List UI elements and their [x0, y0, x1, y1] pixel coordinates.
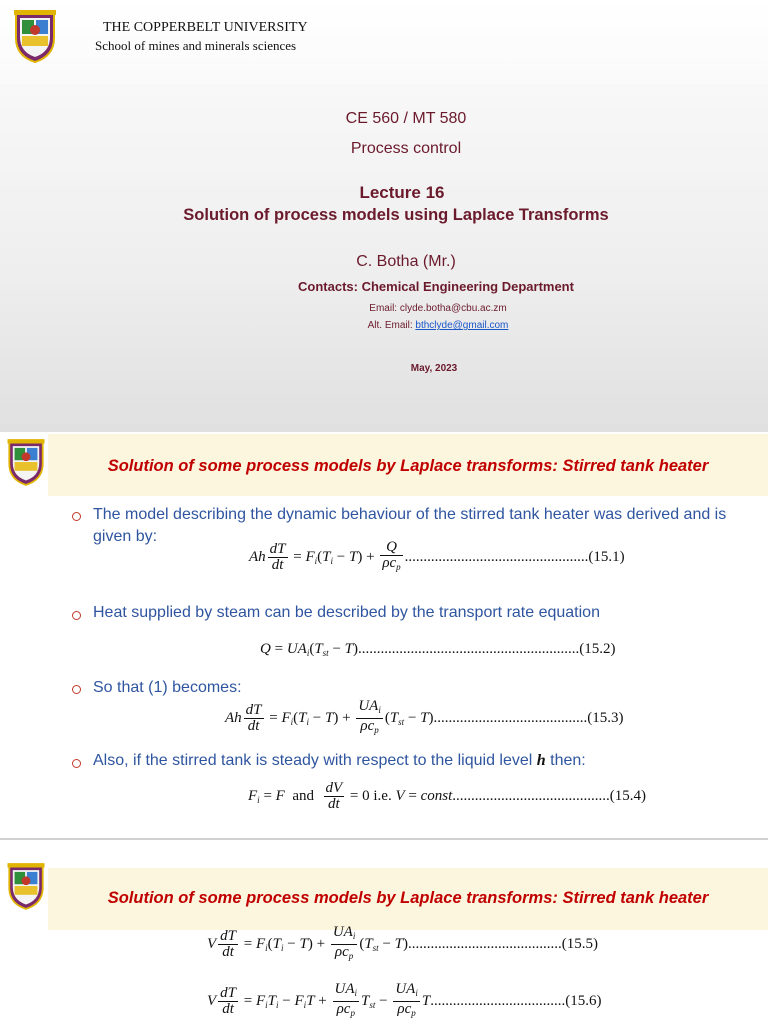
contacts: Contacts: Chemical Engineering Department	[298, 279, 574, 294]
course-code: CE 560 / MT 580	[345, 110, 467, 127]
slide-separator	[0, 838, 768, 840]
eq-label-15-4: (15.4)	[609, 787, 647, 804]
bullet-icon	[72, 759, 81, 768]
slide-title: Solution of some process models by Laplace transforms: Stirred tank heater	[107, 457, 709, 475]
slide-2	[0, 432, 768, 838]
course-name: Process control	[350, 140, 462, 157]
bullet-4-text: Also, if the stirred tank is steady with respect to the liquid level h then:	[93, 752, 586, 769]
author-name: C. Botha (Mr.)	[356, 253, 456, 270]
bullet-2-text: Heat supplied by steam can be described by the transport rate equation	[93, 604, 600, 621]
equation-15-1: Ah $\frac{dT}{dt}$ = $F_i(T_i - T)$ + $\frac{Q}{\rho c_p}$ .................................................(15.1)	[249, 539, 625, 573]
university-crest-icon	[4, 860, 48, 912]
equation-15-3: Ah $\frac{dT}{dt}$ = $F_i(T_i - T)$ + $\frac{UA_i}{\rho c_p}$ $(T_{st} - T).........................................(15.3)$	[225, 698, 624, 735]
bullet-icon	[72, 685, 81, 694]
alt-email-label: Alt. Email:	[367, 320, 416, 331]
equation-15-2: $Q = UA_i(T_{st} - T)...........................................................(15.2)$	[260, 641, 616, 658]
equation-15-5: V $\frac{dT}{dt}$ = $F_i(T_i - T)$ + $\frac{UA_i}{\rho c_p}$ $(T_{st} - T).........................................(15.5)$	[207, 924, 598, 961]
alt-email-line	[0, 320, 768, 331]
equation-15-4: $F_i = F$ and $\frac{dV}{dt}$ = 0 i.e. V = const..........................................(15.4)	[248, 780, 647, 812]
cover-slide	[0, 0, 768, 432]
alt-email-link[interactable]: bthclyde@gmail.com	[415, 320, 509, 331]
lecture-title: Solution of process models using Laplace Transforms	[183, 206, 609, 224]
slide-3	[0, 850, 768, 1024]
bullet-3-text: So that (1) becomes:	[93, 679, 242, 696]
slide-title: Solution of some process models by Laplace transforms: Stirred tank heater	[107, 889, 709, 907]
eq-label-15-6: (15.6)	[565, 992, 602, 1009]
university-name: THE COPPERBELT UNIVERSITY	[103, 20, 308, 35]
equation-15-6: V $\frac{dT}{dt}$ = $F_iT_i - F_iT$ + $\frac{UA_i}{\rho c_p}$ $T_{st}$ − $\frac{UA_i}{\rho c_p}$ T....................................(15.6)	[207, 981, 602, 1018]
lecture-number: Lecture 16	[359, 183, 445, 202]
school-name: School of mines and minerals sciences	[95, 38, 297, 53]
university-crest-icon	[10, 8, 60, 64]
bullet-icon	[72, 512, 81, 521]
eq-label-15-2: (15.2)	[579, 641, 616, 657]
eq-label-15-3: (15.3)	[587, 709, 624, 726]
university-crest-icon	[4, 436, 48, 488]
date: May, 2023	[410, 363, 458, 374]
email: Email: clyde.botha@cbu.ac.zm	[369, 303, 507, 314]
eq-label-15-1: (15.1)	[588, 548, 625, 565]
bullet-1-text: The model describing the dynamic behaviour of the stirred tank heater was derived and is given by:	[93, 506, 727, 545]
bullet-icon	[72, 611, 81, 620]
eq-label-15-5: (15.5)	[561, 935, 598, 952]
